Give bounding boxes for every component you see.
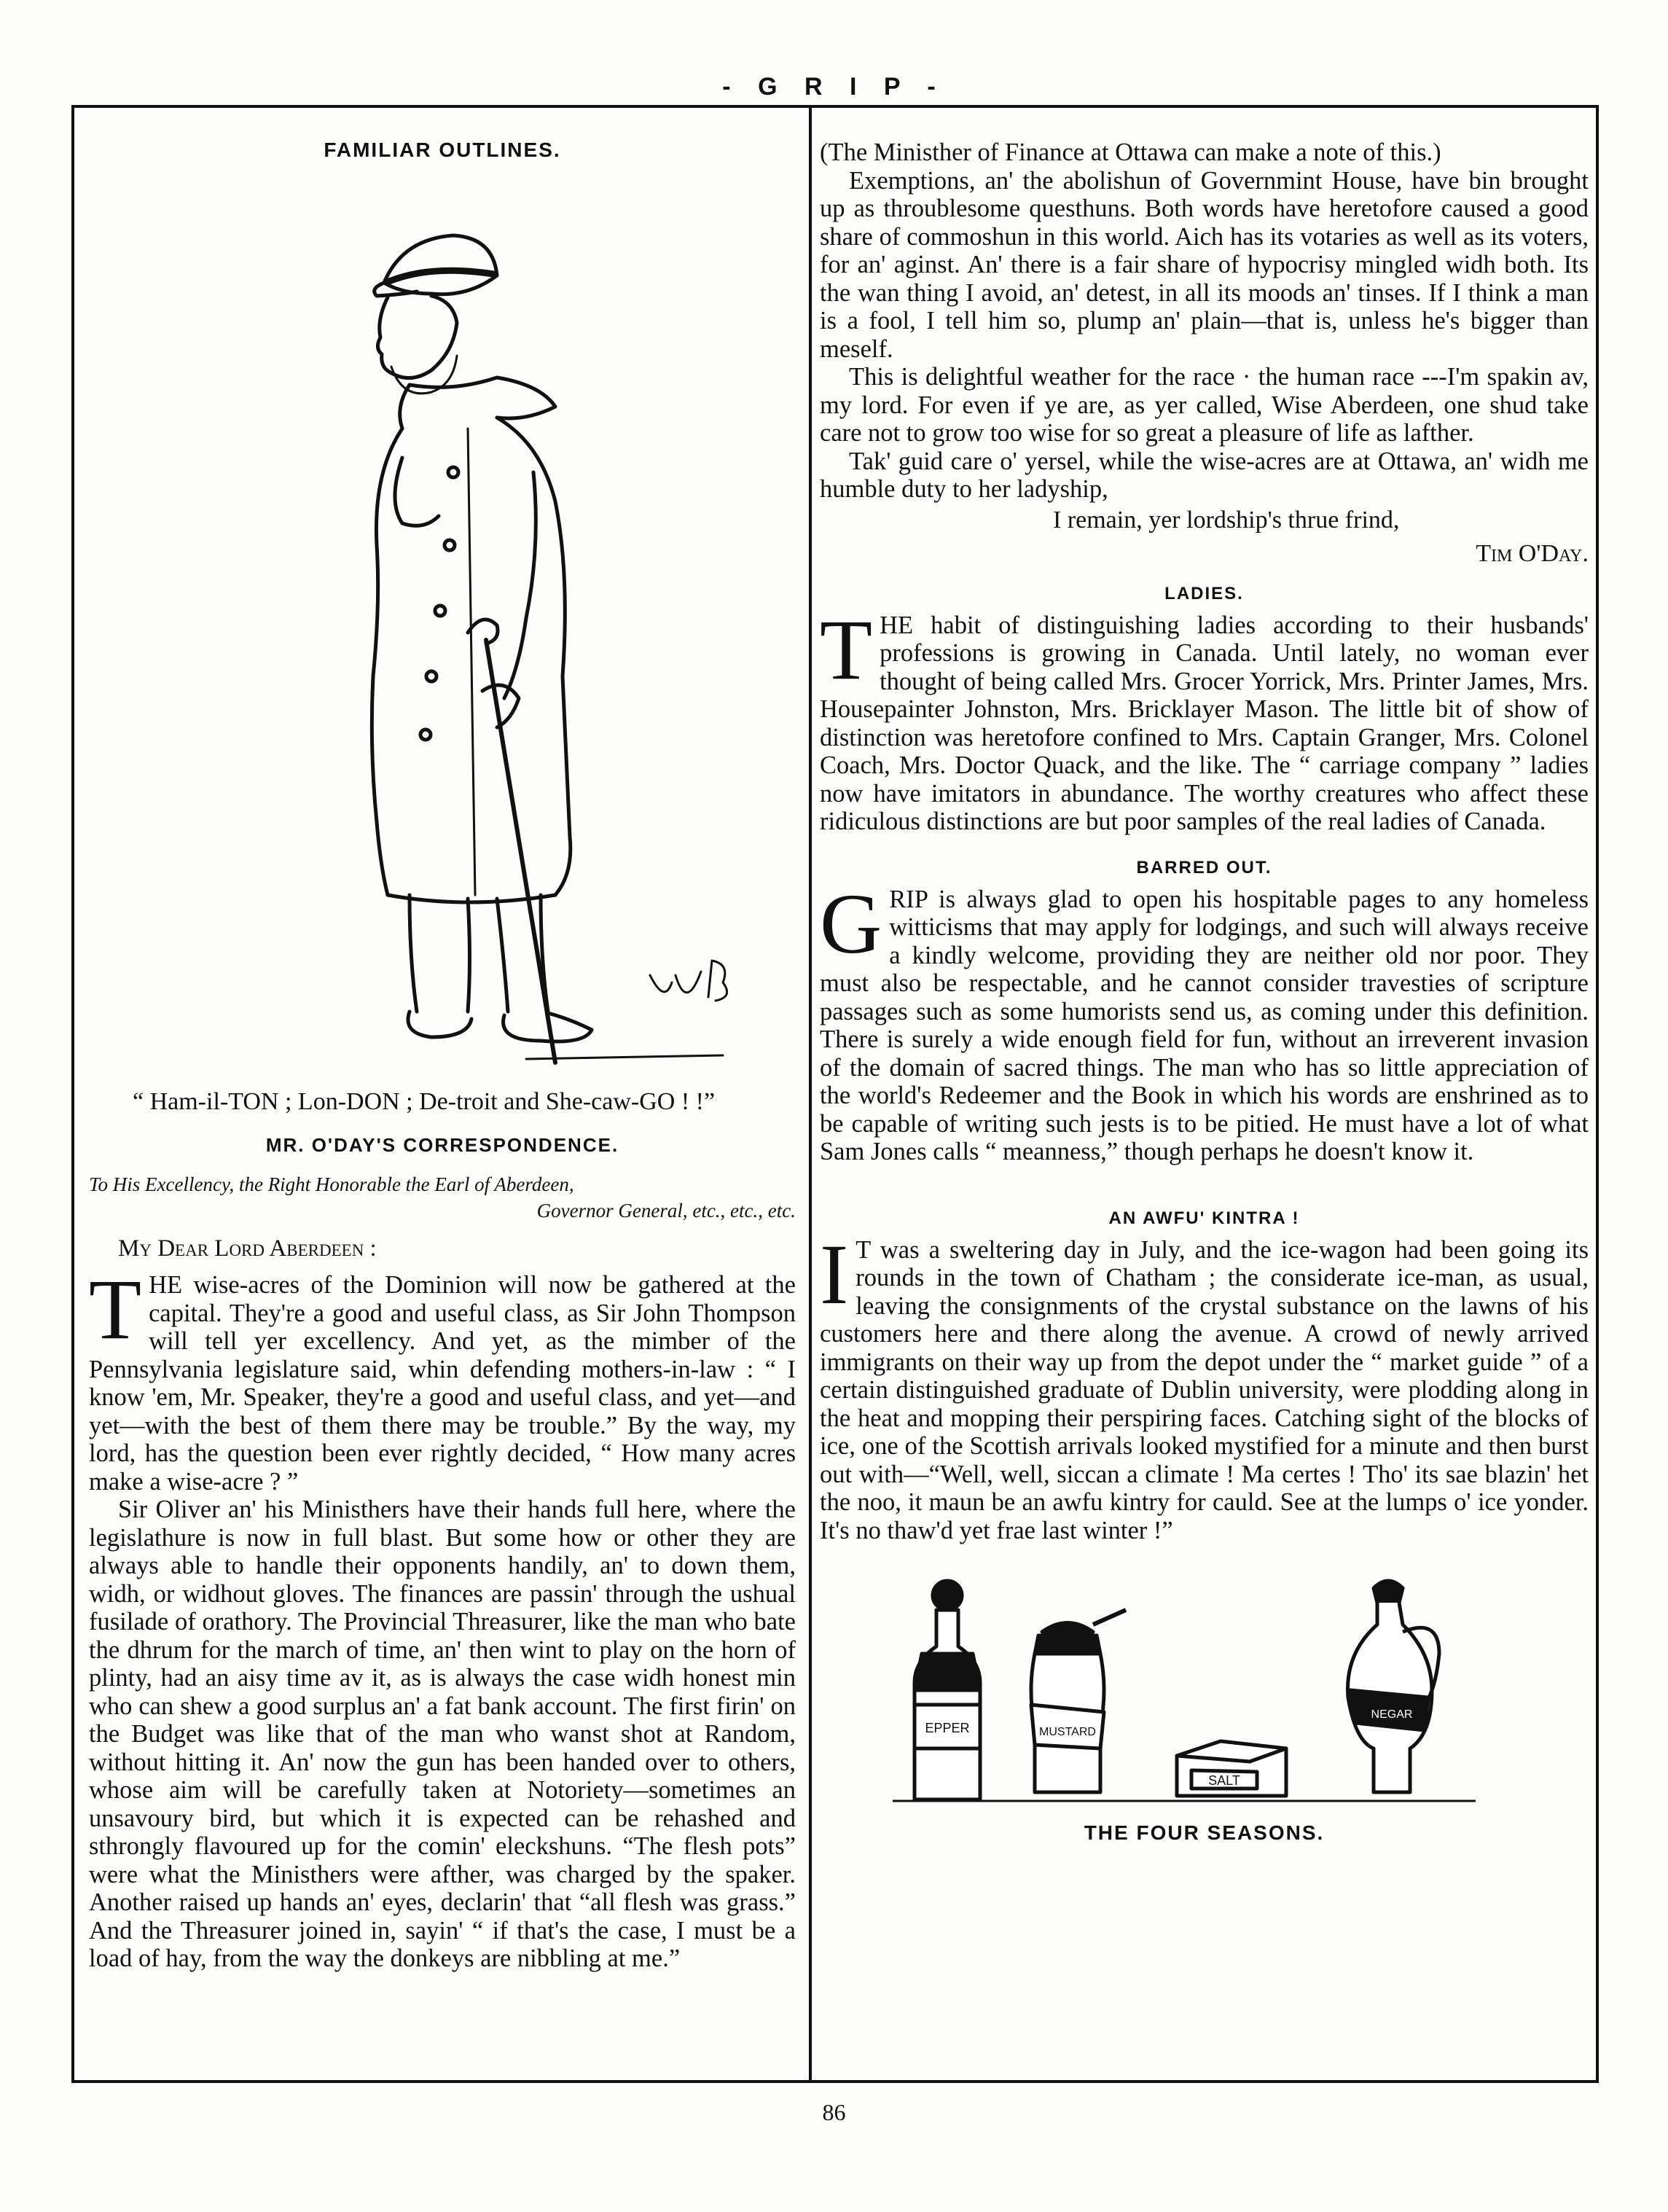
dropcap-i: I (820, 1226, 849, 1322)
caricature-caption: “ Ham-il-TON ; Lon-DON ; De-troit and She-caw-GO ! !” (133, 1088, 716, 1115)
kintra-paragraph: I T was a sweltering day in July, and the ice-wagon had been going its rounds in the town of Chatham ; the considerate ice-man, as usual, leaving the consignments of the crystal substance on the lawns of his customers here and there along the avenue. A crowd of newly arrived immigrants on their way up from the depot under the “ market guide ” of a certain distinguished graduate of Dublin university, were plodding along in the heat and mopping their perspiring faces. Catching sight of the blocks of ice, one of the Scottish arrivals looked mystified for a minute and then burst out with—“Well, well, siccan a climate ! Ma certes ! Tho' its sae blazin' het the noo, it maun be an awfu kintry for cauld. See at the lumps o' ice yonder. It's no thaw'd yet frae last winter !” (820, 1226, 1589, 1544)
dropcap-t: T (89, 1262, 142, 1357)
salt-box (1177, 1741, 1286, 1796)
correspondence-heading: MR. O'DAY'S CORRESPONDENCE. (265, 1134, 619, 1156)
salutation: My Dear Lord Aberdeen : (118, 1235, 377, 1262)
mustard-pot (1031, 1610, 1126, 1792)
ladies-paragraph: THE habit of distinguishing ladies according to their husbands' professions is growing in Canada. Until lately, no woman ever thought of being called Mrs. Grocer Yorrick, Mrs. Printer James, Mrs. Housepainter Johnston, Mrs. Bricklayer Mason. The little bit of show of distinction was heretofore confined to Mrs. Captain Granger, Mrs. Colonel Coach, Mrs. Doctor Quack, and the like. The “ carriage company ” ladies now have imitators in abundance. The worthy creatures who affect these ridiculous distinctions are but poor samples of the real ladies of Canada. (820, 601, 1589, 835)
correspondence-paragraph-1: THE wise-acres of the Dominion will now be gathered at the capital. They're a good and useful class, as Sir John Thompson will tell yer excellency. And yet, as the mimber of the Pennsylvania legislature said, whin defending mothers-in-law : “ I know 'em, Mr. Speaker, they're a good and useful class, and yet—and yet—with the best of them there may be trouble.” By the way, my lord, has the question been ever rightly decided, “ How many acres make a wise-acre ? ” (89, 1262, 796, 1496)
correspondence-paragraph-2: Sir Oliver an' his Ministhers have their hands full here, where the legislathure is now in full blast. But some how or other they are always able to handle their opponents handily, an' to down them, widh, or widhout gloves. The finances are passin' through the ushual fusilade of orathory. The Provincial Threasurer, like the man who bate the dhrum for the march of time, an' then wint to play on the horn of plinty, had an aisy time av it, as is always the case widh honest min who can shew a good surplus an' a fat bank account. The first firin' on the Budget was like that of the man who wanst shot at Random, without hitting it. An' now the gun has been handed over to others, whose aim will be carefully taken at Notoriety—sometimes an unsavoury bird, but which it is expected can be rehashed and sthrongly flavoured up for the comin' eleckshuns. “The flesh pots” were what the Ministhers were afther, was charged by the spaker. Another raised up hands an' eyes, declarin' that “all flesh was grass.” And the Threasurer joined in, sayin' “ if that's the case, I must be a load of hay, from the way the donkeys are nibbling at me.” (89, 1496, 796, 1972)
ladies-heading: LADIES. (1164, 583, 1244, 603)
left-column (89, 109, 796, 1973)
column-divider (809, 105, 812, 2083)
barred-out-paragraph: GRIP is always glad to open his hospitable pages to any homeless witticisms that may apply for lodgings, and such will always receive a kindly welcome, providing they are neither old nor poor. They must also be respectable, and he cannot consider travesties of scripture passages such as some humorists send us, as coming under this definition. There is surely a wide enough field for fun, without an irreverent invasion of the domain of sacred things. The man who has so little appreciation of the world's Redeemer and the Book in which his words are enshrined as to be capable of writing such jests is to be pitied. He must have a lot of what Sam Jones calls “ meanness,” though perhaps he doesn't know it. (820, 875, 1589, 1165)
letter-closing: I remain, yer lordship's thrue frind, (1053, 506, 1400, 534)
pepper-label: EPPER (925, 1721, 970, 1735)
continuation-paragraph-2: Exemptions, an' the abolishun of Governmint House, have bin brought up as throublesome questhuns. Both words have heretofore caused a good share of commoshun in this world. Aich has its votaries as well as its voters, for an' aginst. An' there is a fair share of hypocrisy mingled widh both. Its the wan thing I avoid, an' detest, in all its moods an' tinses. If I think a man is a fool, I tell him so, plump an' plain—that is, unless he's bigger than meself. (820, 166, 1589, 363)
mustard-label: MUSTARD (1039, 1726, 1096, 1738)
continuation-paragraph-1: (The Ministher of Finance at Ottawa can make a note of this.) (820, 138, 1441, 166)
dropcap-t-ladies: T (820, 601, 873, 697)
vinegar-cruet (1348, 1581, 1440, 1792)
address-line-2: Governor General, etc., etc., etc. (536, 1200, 796, 1222)
letter-signature: Tim O'Day. (1476, 539, 1589, 567)
continuation-paragraph-3: This is delightful weather for the race · the human race ---I'm spakin av, my lord. For even if ye are, as yer called, Wise Aberdeen, one shud take care not to grow too wise for so great a pleasure of life as lafther. (820, 363, 1589, 447)
four-seasons-caption: THE FOUR SEASONS. (1084, 1821, 1325, 1844)
dropcap-g: G (820, 875, 882, 972)
caricature-illustration (89, 166, 796, 1070)
continuation-paragraph-4: Tak' guid care o' yersel, while the wise-acres are at Ottawa, an' widh me humble duty to her ladyship, (820, 447, 1589, 503)
salt-label: SALT (1208, 1773, 1240, 1788)
pepper-bottle (915, 1581, 980, 1799)
page-number: 86 (822, 2099, 846, 2125)
vinegar-label: NEGAR (1371, 1708, 1413, 1721)
address-line-1: To His Excellency, the Right Honorable the Earl of Aberdeen, (89, 1173, 574, 1195)
four-seasons-illustration (820, 1574, 1589, 1807)
kintra-heading: AN AWFU' KINTRA ! (1108, 1208, 1300, 1228)
familiar-outlines-heading: FAMILIAR OUTLINES. (324, 138, 561, 161)
barred-out-heading: BARRED OUT. (1136, 857, 1272, 878)
right-column (820, 109, 1589, 1845)
masthead: - G R I P - (722, 73, 946, 101)
